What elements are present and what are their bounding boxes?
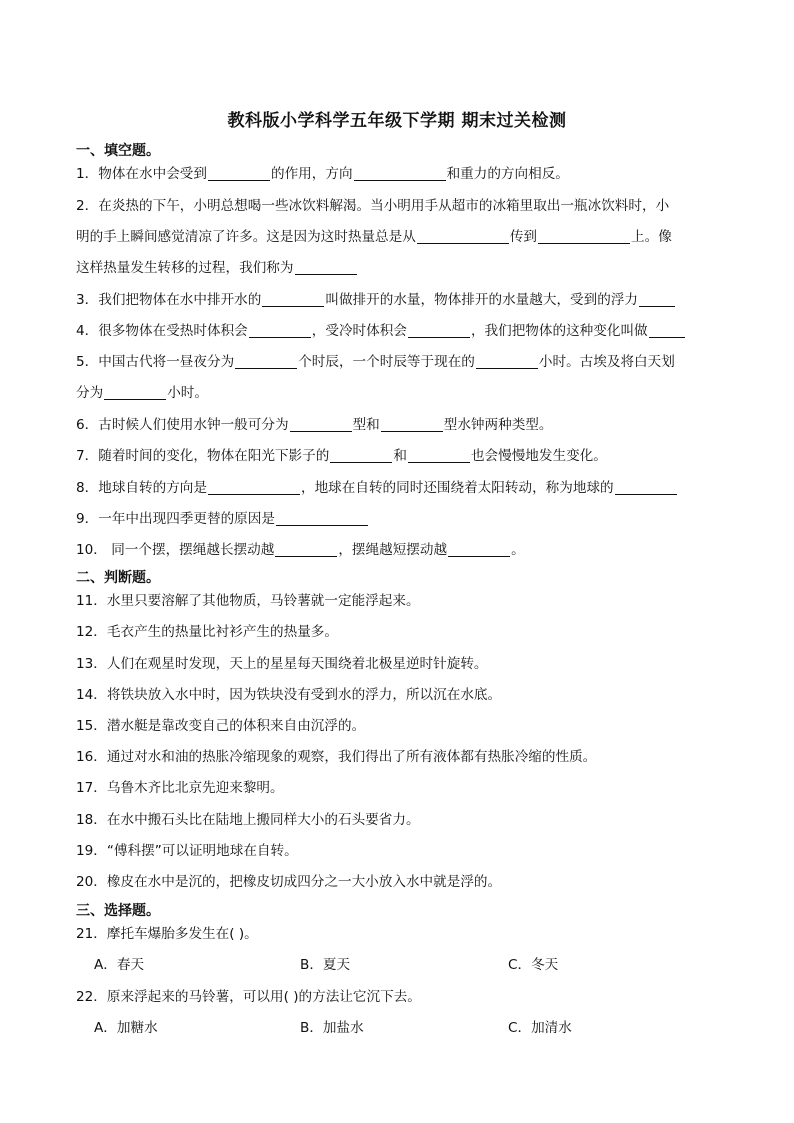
q3-text-b: 叫做排开的水量，物体排开的水量越大，受到的浮力 [325, 292, 639, 308]
q6-text-b: 型和 [352, 417, 380, 433]
answer-blank[interactable] [448, 542, 510, 557]
question-9 [76, 509, 721, 529]
answer-blank[interactable] [208, 480, 300, 495]
question-5-line-2 [76, 383, 721, 403]
q5-text-c: 小时。古埃及将白天划 [538, 354, 675, 370]
q10-text-c: 。 [511, 542, 525, 558]
judge-item: 16．通过对水和油的热胀冷缩现象的观察，我们得出了所有液体都有热胀冷缩的性质。 [76, 749, 597, 765]
question-5-line-1 [76, 352, 721, 372]
question-22-stem: 22．原来浮起来的马铃薯，可以用( )的方法让它沉下去。 [76, 989, 421, 1005]
q8-text-a: 8．地球自转的方向是 [76, 480, 207, 496]
q21-option-b[interactable]: B．夏天 [300, 957, 351, 973]
question-2-line-3 [76, 258, 721, 278]
answer-blank[interactable] [104, 385, 166, 400]
answer-blank[interactable] [235, 354, 297, 369]
judge-item: 14．将铁块放入水中时，因为铁块没有受到水的浮力，所以沉在水底。 [76, 687, 502, 703]
answer-blank[interactable] [330, 448, 392, 463]
page-title: 教科版小学科学五年级下学期 期末过关检测 [227, 111, 567, 131]
judge-item: 19．“傅科摆”可以证明地球在自转。 [76, 843, 298, 859]
answer-blank[interactable] [381, 417, 443, 432]
judge-item: 18．在水中搬石头比在陆地上搬同样大小的石头要省力。 [76, 812, 420, 828]
question-21-stem: 21．摩托车爆胎多发生在( )。 [76, 926, 258, 942]
question-2-line-1: 2．在炎热的下午，小明总想喝一些冰饮料解渴。当小明用手从超市的冰箱里取出一瓶冰饮料时，小 [76, 198, 670, 214]
answer-blank[interactable] [639, 292, 675, 307]
q2-text-d: 这样热量发生转移的过程，我们称为 [76, 260, 294, 276]
q10-text-b: ，摆绳越短摆动越 [338, 542, 448, 558]
section-judge-heading: 二、判断题。 [76, 570, 160, 586]
answer-blank[interactable] [208, 166, 270, 181]
question-3 [76, 290, 721, 310]
answer-blank[interactable] [262, 292, 324, 307]
q1-text-a: 1．物体在水中会受到 [76, 166, 207, 182]
q2-text-c: 上。像 [631, 229, 672, 245]
question-10 [76, 540, 721, 560]
q4-text-b: ，受冷时体积会 [311, 323, 407, 339]
judge-item: 13．人们在观星时发现，天上的星星每天围绕着北极星逆时针旋转。 [76, 656, 488, 672]
q1-text-b: 的作用，方向 [271, 166, 353, 182]
question-4 [76, 321, 721, 341]
q2-text-a: 明的手上瞬间感觉清凉了许多。这是因为这时热量总是从 [76, 229, 416, 245]
answer-blank[interactable] [408, 323, 470, 338]
answer-blank[interactable] [476, 354, 538, 369]
judge-item: 15．潜水艇是靠改变自己的体积来自由沉浮的。 [76, 718, 366, 734]
answer-blank[interactable] [276, 511, 368, 526]
judge-item: 11．水里只要溶解了其他物质，马铃薯就一定能浮起来。 [76, 593, 420, 609]
question-2-line-2 [76, 227, 721, 247]
answer-blank[interactable] [249, 323, 311, 338]
answer-blank[interactable] [290, 417, 352, 432]
answer-blank[interactable] [417, 229, 509, 244]
q7-text-a: 7．随着时间的变化，物体在阳光下影子的 [76, 448, 330, 464]
judge-item: 12．毛衣产生的热量比衬衫产生的热量多。 [76, 624, 338, 640]
answer-blank[interactable] [295, 260, 357, 275]
q21-option-a[interactable]: A．春天 [94, 957, 145, 973]
q3-text-a: 3．我们把物体在水中排开水的 [76, 292, 262, 308]
q22-option-b[interactable]: B．加盐水 [300, 1020, 364, 1036]
answer-blank[interactable] [354, 166, 446, 181]
q5-text-b: 个时辰，一个时辰等于现在的 [298, 354, 475, 370]
q7-text-c: 也会慢慢地发生变化。 [470, 448, 607, 464]
q2-text-b: 传到 [509, 229, 538, 245]
q7-text-b: 和 [393, 448, 407, 464]
q8-text-b: ，地球在自转的同时还围绕着太阳转动，称为地球的 [301, 480, 614, 496]
q5-text-d: 分为 [76, 385, 104, 401]
q6-text-a: 6．古时候人们使用水钟一般可分为 [76, 417, 289, 433]
q1-text-c: 和重力的方向相反。 [446, 166, 569, 182]
q5-text-e: 小时。 [167, 385, 208, 401]
answer-blank[interactable] [408, 448, 470, 463]
answer-blank[interactable] [538, 229, 630, 244]
q4-text-a: 4．很多物体在受热时体积会 [76, 323, 248, 339]
judge-item: 17．乌鲁木齐比北京先迎来黎明。 [76, 780, 284, 796]
judge-item: 20．橡皮在水中是沉的，把橡皮切成四分之一大小放入水中就是浮的。 [76, 874, 502, 890]
q21-option-c[interactable]: C．冬天 [508, 957, 559, 973]
section-choice-heading: 三、选择题。 [76, 903, 160, 919]
q5-text-a: 5．中国古代将一昼夜分为 [76, 354, 235, 370]
question-6 [76, 415, 721, 435]
q9-text-a: 9．一年中出现四季更替的原因是 [76, 511, 275, 527]
q4-text-c: ，我们把物体的这种变化叫做 [470, 323, 648, 339]
q22-option-a[interactable]: A．加糖水 [94, 1020, 158, 1036]
section-fill-heading: 一、填空题。 [76, 143, 160, 159]
answer-blank[interactable] [275, 542, 337, 557]
q6-text-c: 型水钟两种类型。 [443, 417, 553, 433]
question-1 [76, 164, 721, 184]
answer-blank[interactable] [649, 323, 685, 338]
answer-blank[interactable] [615, 480, 677, 495]
question-8 [76, 478, 721, 498]
question-7 [76, 446, 721, 466]
q22-option-c[interactable]: C．加清水 [508, 1020, 572, 1036]
q10-text-a: 10． 同一个摆，摆绳越长摆动越 [76, 542, 275, 558]
